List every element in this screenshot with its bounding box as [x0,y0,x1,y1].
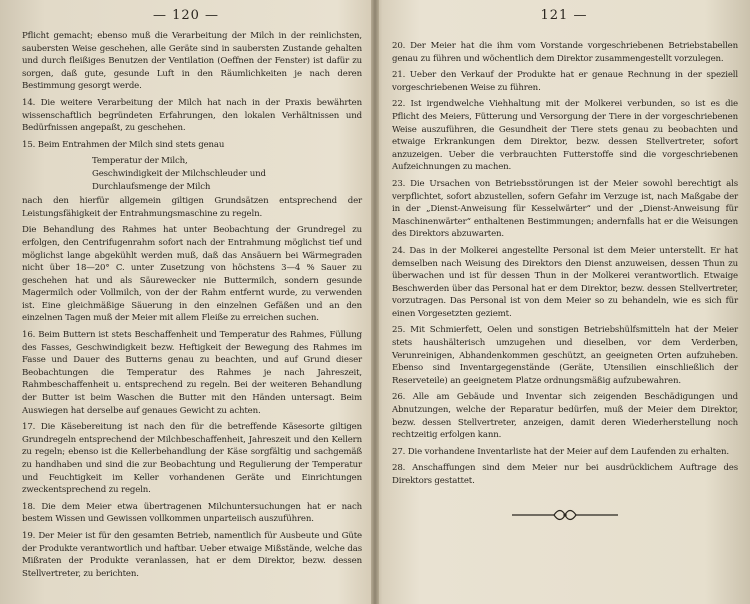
rule-item: Geschwindigkeit der Milchschleuder und [92,168,266,179]
left-page [0,0,372,604]
paragraph-20: 20. Der Meier hat die ihm vom Vorstande vorgeschriebenen Betriebstabellen genau zu führen und wöchentlich dem Direktor zusammengestellt vorzulegen. [392,41,738,64]
paragraph-27: 27. Die vorhandene Inventarliste hat der Meier auf dem Laufenden zu erhalten. [392,446,729,457]
paragraph-25: 25. Mit Schmierfett, Oelen und sonstigen Betriebshülfsmitteln hat der Meier stets haushälterisch umzugehen und dieselben, vor dem Verderben, Verunreinigen, Abhandenkommen geschützt, an geeigneten Orten aufzuheben. Ebenso sind Inventargegenstände (Geräte, Utensilien einschließlich der Reserveteile) an geeignetem Platze ordnungsmäßig aufzubewahren. [392,325,738,386]
decorative-flourish-icon [510,508,620,522]
paragraph-22: 22. Ist irgendwelche Viehhaltung mit der Molkerei verbunden, so ist es die Pflicht des Meiers, Fütterung und Versorgung der Tiere in der vorgeschriebenen Weise auszuführen, die Gesundheit der Tiere stets genau zu beobachten und etwaige Erkrankungen dem Direktor, bezw. dessen Stellvertreter, sofort anzuzeigen. Ueber die verbrauchten Futterstoffe sind die vorgeschriebenen Aufzeichnungen zu machen. [392,99,738,173]
paragraph: Pflicht gemacht; ebenso muß die Verarbeitung der Milch in der reinlichsten, saubersten Weise geschehen, alle Geräte sind in saubersten Zustande gehalten und durch fleißiges Benutzen der Ventilation (Oeffnen der Fenster) ist dafür zu sorgen, daß gute, gesunde Luft in den Räumlichkeiten je nach deren Bestimmung gesorgt werde. [22,31,362,92]
paragraph-16: 16. Beim Buttern ist stets Beschaffenheit und Temperatur des Rahmes, Füllung des Fasses, Geschwindigkeit bezw. Heftigkeit der Bewegung des Rahmes im Fasse und Dauer des Butterns genau zu beachten, und auf Grund dieser Beobachtungen die Temperatur des Rahmes je nach Jahreszeit, Rahmbeschaffenheit u. entsprechend zu regeln. Bei der weiteren Behandlung der Butter ist beim Waschen die Butter mit den Händen untersagt. Beim Auswiegen hat derselbe auf genaues Gewicht zu achten. [22,330,362,416]
paragraph-21: 21. Ueber den Verkauf der Produkte hat er genaue Rechnung in der speziell vorgeschriebenen Weise zu führen. [392,70,738,93]
page-number: 121 — [540,8,588,23]
rule-list [22,155,362,193]
paragraph-14: 14. Die weitere Verarbeitung der Milch hat nach in der Praxis bewährten wissenschaftlich begründeten Erfahrungen, den lokalen Verhältnissen und Bedürfnissen angepaßt, zu geschehen. [22,97,362,134]
paragraph-24: 24. Das in der Molkerei angestellte Personal ist dem Meier unterstellt. Er hat demselben nach Weisung des Direktors den Dienst anzuweisen, dessen Thun zu überwachen und ist für dessen Thun in der Molkerei verantwortlich. Etwaige Beschwerden über das Personal hat er dem Direktor, bezw. dessen Stellvertreter, vorzutragen. Das Personal ist von dem Meier so zu behandeln, wie es sich für einen Vorgesetzten geziemt. [392,245,738,319]
paragraph-23: 23. Die Ursachen von Betriebsstörungen ist der Meier sowohl berechtigt als verpflichtet, sofort abzustellen, sofern Gefahr im Verzuge ist, nach Maßgabe der in der „Dienst-Anweisung für Kesselwärter“ und der „Dienst-Anweisung für Maschinenwärter“ enthaltenen Bestimmungen; andernfalls hat er die Weisungen des Direktors abzuwarten. [392,178,738,240]
paragraph-17: 17. Die Käsebereitung ist nach den für die betreffende Käsesorte giltigen Grundregeln entsprechend der Milchbeschaffenheit, Jahreszeit und den Kellern zu regeln; ebenso ist die Kellerbehandlung der Käse sorgfältig und sachgemäß zu handhaben und sind die zur Beobachtung und Regulierung der Temperatur und Feuchtigkeit im Keller vorhandenen Geräte und Einrichtungen zweckentsprechend zu regeln. [22,422,362,496]
paragraph-28: 28. Anschaffungen sind dem Meier nur bei ausdrücklichem Auftrage des Direktors gestattet. [392,463,738,486]
page-text-column [392,40,738,522]
paragraph-26: 26. Alle am Gebäude und Inventar sich zeigenden Beschädigungen und Abnutzungen, welche der Reparatur bedürfen, muß der Meier dem Direktor, bezw. dessen Stellvertreter, anzeigen, damit deren Wiederherstellung noch rechtzeitig erfolgen kann. [392,392,738,441]
paragraph-18: 18. Die dem Meier etwa übertragenen Milchuntersuchungen hat er nach bestem Wissen und Gewissen vollkommen unparteiisch auszuführen. [22,501,362,525]
rule-item: Temperatur der Milch, [92,156,188,167]
paragraph-15-rest: nach den hierfür allgemein giltigen Grundsätzen entsprechend der Leistungsfähigkeit der Entrahmungsmaschine zu regeln. [22,196,362,219]
paragraph-15-b: Die Behandlung des Rahmes hat unter Beobachtung der Grundregel zu erfolgen, den Centrifugenrahm sofort nach der Entrahmung möglichst tief und möglichst lange abgekühlt werden muß, daß das Ansäuern bei Wärmegraden nicht über 18—20° C. unter Zusetzung von höchstens 3—4 % Sauer zu geschehen hat und als Säurewecker nie Buttermilch, sondern gesunde Magermilch oder Vollmilch, von der der Rahm entfernt wurde, zu verwenden ist. Eine gleichmäßige Säuerung in den einzelnen Gefäßen und an den einzelnen Tagen muß der Meier mit allem Fleiße zu erreichen suchen. [22,225,362,324]
page-text-column [22,30,362,584]
paragraph-15-intro: 15. Beim Entrahmen der Milch sind stets genau [22,139,225,150]
page-number: — 120 — [152,8,220,23]
paragraph-19: 19. Der Meier ist für den gesamten Betrieb, namentlich für Ausbeute und Güte der Produkte verantwortlich und haftbar. Ueber etwaige Mißstände, welche das Mißraten der Produkte veranlassen, hat er dem Direktor, bezw. dessen Stellvertreter, zu berichten. [22,530,362,579]
rule-item: Durchlaufsmenge der Milch [92,181,211,192]
right-page [378,0,750,604]
